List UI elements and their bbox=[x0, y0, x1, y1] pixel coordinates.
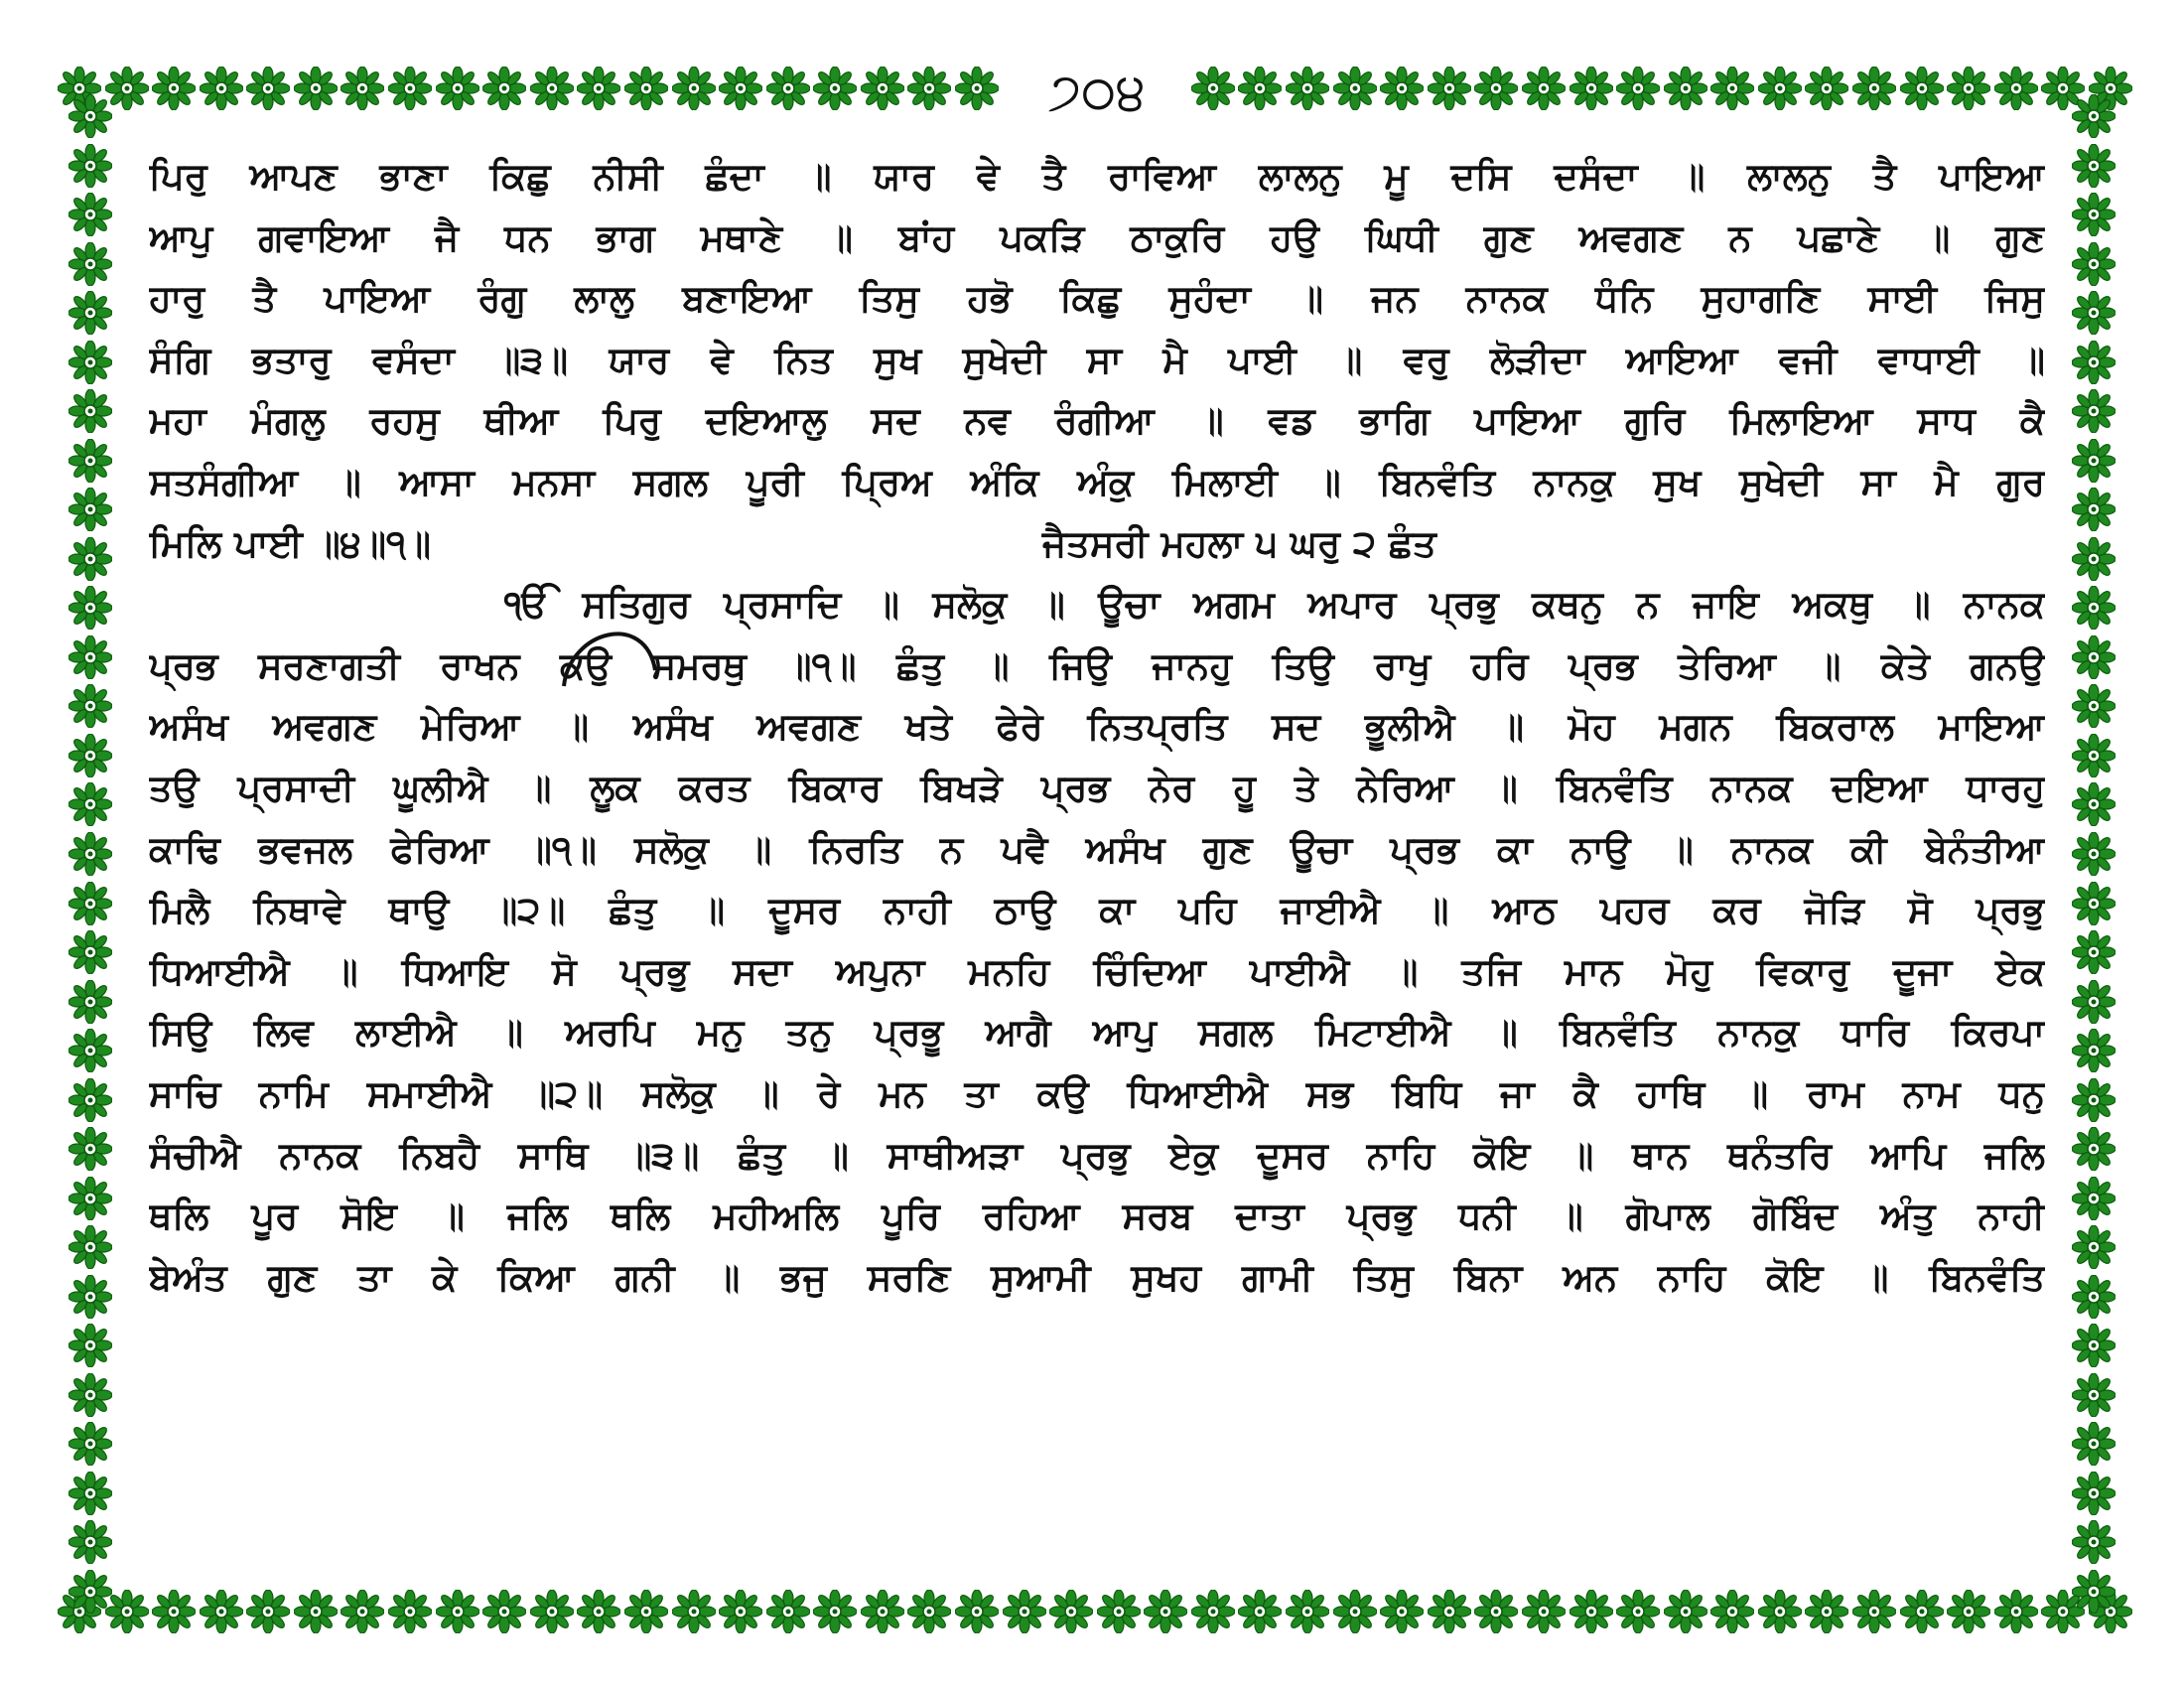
flower-ornament-icon bbox=[341, 1590, 384, 1633]
flower-ornament-icon bbox=[813, 67, 857, 110]
flower-ornament-icon bbox=[68, 341, 112, 384]
flower-ornament-icon bbox=[68, 193, 112, 236]
text-line: ਹਾਰੁ ਤੈ ਪਾਇਆ ਰੰਗੁ ਲਾਲੁ ਬਣਾਇਆ ਤਿਸੁ ਹਭੋ ਕਿਛੁ ਸੁਹੰਦਾ ॥ ਜਨ ਨਾਨਕ ਧੰਨਿ ਸੁਹਾਗਣਿ ਸਾਈ ਜਿਸੁ bbox=[149, 277, 2045, 321]
flower-ornament-icon bbox=[68, 1127, 112, 1171]
flower-ornament-icon bbox=[68, 389, 112, 433]
text-line: ਅਸੰਖ ਅਵਗਣ ਮੇਰਿਆ ॥ ਅਸੰਖ ਅਵਗਣ ਖਤੇ ਫੇਰੇ ਨਿਤਪ੍ਰਤਿ ਸਦ ਭੂਲੀਐ ॥ ਮੋਹ ਮਗਨ ਬਿਕਰਾਲ ਮਾਇਆ bbox=[149, 705, 2045, 749]
page-number: ੭੦੪ bbox=[1023, 58, 1171, 127]
flower-ornament-icon bbox=[1616, 67, 1660, 110]
flower-ornament-icon bbox=[2072, 341, 2116, 384]
flower-ornament-icon bbox=[2072, 1029, 2116, 1072]
flower-ornament-icon bbox=[861, 1590, 904, 1633]
flower-ornament-icon bbox=[1900, 1590, 1944, 1633]
flower-ornament-icon bbox=[1238, 67, 1282, 110]
border-right bbox=[2069, 94, 2118, 1614]
flower-ornament-icon bbox=[482, 1590, 526, 1633]
text-line: ਪਿਰੁ ਆਪਣ ਭਾਣਾ ਕਿਛੁ ਨੀਸੀ ਛੰਦਾ ॥ ਯਾਰ ਵੇ ਤੈ ਰਾਵਿਆ ਲਾਲਨੁ ਮੂ ਦਸਿ ਦਸੰਦਾ ॥ ਲਾਲਨੁ ਤੈ ਪਾਇਆ bbox=[149, 155, 2045, 198]
flower-ornament-icon bbox=[1474, 67, 1518, 110]
flower-ornament-icon bbox=[436, 67, 479, 110]
flower-ornament-icon bbox=[719, 67, 762, 110]
text-line: ਤਉ ਪ੍ਰਸਾਦੀ ਘੂਲੀਐ ॥ ਲੂਕ ਕਰਤ ਬਿਕਾਰ ਬਿਖੜੇ ਪ੍ਰਭ ਨੇਰ ਹੂ ਤੇ ਨੇਰਿਆ ॥ ਬਿਨਵੰਤਿ ਨਾਨਕ ਦਇਆ ਧਾਰਹੁ bbox=[149, 766, 2045, 809]
flower-ornament-icon bbox=[2072, 144, 2116, 188]
flower-ornament-icon bbox=[2072, 1177, 2116, 1220]
flower-ornament-icon bbox=[1003, 1590, 1046, 1633]
flower-ornament-icon bbox=[2072, 488, 2116, 531]
flower-ornament-icon bbox=[2072, 1225, 2116, 1269]
flower-ornament-icon bbox=[68, 782, 112, 826]
flower-ornament-icon bbox=[2072, 930, 2116, 974]
flower-ornament-icon bbox=[2072, 94, 2116, 138]
flower-ornament-icon bbox=[1758, 67, 1802, 110]
flower-ornament-icon bbox=[246, 67, 290, 110]
flower-ornament-icon bbox=[1900, 67, 1944, 110]
flower-ornament-icon bbox=[2072, 291, 2116, 335]
flower-ornament-icon bbox=[624, 67, 668, 110]
flower-ornament-icon bbox=[68, 537, 112, 581]
flower-ornament-icon bbox=[2072, 782, 2116, 826]
flower-ornament-icon bbox=[1947, 67, 1990, 110]
flower-ornament-icon bbox=[2072, 1275, 2116, 1319]
flower-ornament-icon bbox=[2072, 1373, 2116, 1417]
flower-ornament-icon bbox=[2072, 1520, 2116, 1564]
flower-ornament-icon bbox=[1710, 1590, 1754, 1633]
text-line: ਬੇਅੰਤ ਗੁਣ ਤਾ ਕੇ ਕਿਆ ਗਨੀ ॥ ਭਜੁ ਸਰਣਿ ਸੁਆਮੀ ਸੁਖਹ ਗਾਮੀ ਤਿਸੁ ਬਿਨਾ ਅਨ ਨਾਹਿ ਕੋਇ ॥ ਬਿਨਵੰਤਿ bbox=[149, 1255, 2045, 1299]
flower-ornament-icon bbox=[1664, 1590, 1707, 1633]
flower-ornament-icon bbox=[2072, 439, 2116, 483]
flower-ornament-icon bbox=[68, 1324, 112, 1367]
flower-ornament-icon bbox=[68, 488, 112, 531]
flower-ornament-icon bbox=[861, 67, 904, 110]
flower-ornament-icon bbox=[68, 882, 112, 925]
flower-ornament-icon bbox=[2072, 635, 2116, 679]
flower-ornament-icon bbox=[907, 67, 951, 110]
flower-ornament-icon bbox=[1994, 67, 2038, 110]
flower-ornament-icon bbox=[482, 67, 526, 110]
flower-ornament-icon bbox=[1852, 1590, 1896, 1633]
flower-ornament-icon bbox=[152, 1590, 196, 1633]
flower-ornament-icon bbox=[719, 1590, 762, 1633]
flower-ornament-icon bbox=[2072, 1422, 2116, 1466]
mool-mantar-line: ੴ ਸਤਿਗੁਰ ਪ੍ਰਸਾਦਿ ॥ ਸਲੋਕੁ ॥ ਊਚਾ ਅਗਮ ਅਪਾਰ ਪ੍ਰਭੁ ਕਥਨੁ ਨ ਜਾਇ ਅਕਥੁ ॥ ਨਾਨਕ bbox=[504, 583, 2045, 627]
flower-ornament-icon bbox=[68, 291, 112, 335]
flower-ornament-icon bbox=[2072, 1324, 2116, 1367]
flower-ornament-icon bbox=[68, 1029, 112, 1072]
flower-ornament-icon bbox=[1994, 1590, 2038, 1633]
flower-ornament-icon bbox=[1380, 67, 1424, 110]
flower-ornament-icon bbox=[68, 439, 112, 483]
flower-ornament-icon bbox=[2072, 1472, 2116, 1515]
flower-ornament-icon bbox=[68, 635, 112, 679]
text-line bbox=[149, 516, 2045, 572]
flower-ornament-icon bbox=[1570, 1590, 1613, 1633]
flower-ornament-icon bbox=[1710, 67, 1754, 110]
flower-ornament-icon bbox=[1333, 1590, 1377, 1633]
flower-ornament-icon bbox=[2072, 734, 2116, 777]
flower-ornament-icon bbox=[388, 67, 432, 110]
flower-ornament-icon bbox=[1286, 67, 1329, 110]
text-line: ਸਤਸੰਗੀਆ ॥ ਆਸਾ ਮਨਸਾ ਸਗਲ ਪੂਰੀ ਪ੍ਰਿਅ ਅੰਕਿ ਅੰਕੁ ਮਿਲਾਈ ॥ ਬਿਨਵੰਤਿ ਨਾਨਕੁ ਸੁਖ ਸੁਖੇਦੀ ਸਾ ਮੈ ਗੁਰ bbox=[149, 460, 2045, 503]
flower-ornament-icon bbox=[294, 67, 338, 110]
flower-ornament-icon bbox=[68, 1472, 112, 1515]
flower-ornament-icon bbox=[2072, 242, 2116, 286]
flower-ornament-icon bbox=[624, 1590, 668, 1633]
border-left bbox=[66, 94, 115, 1614]
flower-ornament-icon bbox=[1758, 1590, 1802, 1633]
text-line: ਸਾਚਿ ਨਾਮਿ ਸਮਾਈਐ ॥੨॥ ਸਲੋਕੁ ॥ ਰੇ ਮਨ ਤਾ ਕਉ ਧਿਆਈਐ ਸਭ ਬਿਧਿ ਜਾ ਕੈ ਹਾਥਿ ॥ ਰਾਮ ਨਾਮ ਧਨੁ bbox=[149, 1071, 2045, 1115]
text-line: ਮਿਲੈ ਨਿਥਾਵੇ ਥਾਉ ॥੨॥ ਛੰਤੁ ॥ ਦੂਸਰ ਨਾਹੀ ਠਾਉ ਕਾ ਪਹਿ ਜਾਈਐ ॥ ਆਠ ਪਹਰ ਕਰ ਜੋੜਿ ਸੋ ਪ੍ਰਭੁ bbox=[149, 889, 2045, 932]
flower-ornament-icon bbox=[68, 1078, 112, 1122]
flower-ornament-icon bbox=[68, 1520, 112, 1564]
flower-ornament-icon bbox=[2072, 586, 2116, 630]
flower-ornament-icon bbox=[2072, 1078, 2116, 1122]
verse-end: ਮਿਲਿ ਪਾਈ ॥੪॥੧॥ bbox=[149, 521, 431, 565]
flower-ornament-icon bbox=[672, 1590, 716, 1633]
flower-ornament-icon bbox=[530, 67, 574, 110]
flower-ornament-icon bbox=[2072, 389, 2116, 433]
flower-ornament-icon bbox=[68, 1177, 112, 1220]
text-line: ਪ੍ਰਭ ਸਰਣਾਗਤੀ ਰਾਖਨ ਕਉ ਸਮਰਥੁ ॥੧॥ ਛੰਤੁ ॥ ਜਿਉ ਜਾਨਹੁ ਤਿਉ ਰਾਖੁ ਹਰਿ ਪ੍ਰਭ ਤੇਰਿਆ ॥ ਕੇਤੇ ਗਨਉ bbox=[149, 643, 2045, 687]
flower-ornament-icon bbox=[1664, 67, 1707, 110]
flower-ornament-icon bbox=[1144, 1590, 1187, 1633]
flower-ornament-icon bbox=[68, 734, 112, 777]
text-line: ਆਪੁ ਗਵਾਇਆ ਜੈ ਧਨ ਭਾਗ ਮਥਾਣੇ ॥ ਬਾਂਹ ਪਕੜਿ ਠਾਕੁਰਿ ਹਉ ਘਿਧੀ ਗੁਣ ਅਵਗਣ ਨ ਪਛਾਣੇ ॥ ਗੁਣ bbox=[149, 215, 2045, 259]
flower-ornament-icon bbox=[68, 930, 112, 974]
flower-ornament-icon bbox=[436, 1590, 479, 1633]
flower-ornament-icon bbox=[68, 1373, 112, 1417]
flower-ornament-icon bbox=[341, 67, 384, 110]
flower-ornament-icon bbox=[68, 586, 112, 630]
flower-ornament-icon bbox=[68, 1422, 112, 1466]
flower-ornament-icon bbox=[68, 1275, 112, 1319]
flower-ornament-icon bbox=[1380, 1590, 1424, 1633]
flower-ornament-icon bbox=[152, 67, 196, 110]
flower-ornament-icon bbox=[200, 1590, 243, 1633]
flower-ornament-icon bbox=[2072, 832, 2116, 876]
flower-ornament-icon bbox=[1428, 1590, 1471, 1633]
flower-ornament-icon bbox=[1522, 1590, 1566, 1633]
flower-ornament-icon bbox=[1428, 67, 1471, 110]
flower-ornament-icon bbox=[2072, 684, 2116, 728]
flower-ornament-icon bbox=[577, 67, 620, 110]
flower-ornament-icon bbox=[200, 67, 243, 110]
text-line: ਸੰਗਿ ਭਤਾਰੁ ਵਸੰਦਾ ॥੩॥ ਯਾਰ ਵੇ ਨਿਤ ਸੁਖ ਸੁਖੇਦੀ ਸਾ ਮੈ ਪਾਈ ॥ ਵਰੁ ਲੋੜੀਦਾ ਆਇਆ ਵਜੀ ਵਾਧਾਈ ॥ bbox=[149, 338, 2045, 381]
text-line: ਸਿਉ ਲਿਵ ਲਾਈਐ ॥ ਅਰਪਿ ਮਨੁ ਤਨੁ ਪ੍ਰਭੂ ਆਗੈ ਆਪੁ ਸਗਲ ਮਿਟਾਈਐ ॥ ਬਿਨਵੰਤਿ ਨਾਨਕੁ ਧਾਰਿ ਕਿਰਪਾ bbox=[149, 1011, 2045, 1055]
flower-ornament-icon bbox=[530, 1590, 574, 1633]
flower-ornament-icon bbox=[2072, 980, 2116, 1024]
flower-ornament-icon bbox=[2072, 537, 2116, 581]
flower-ornament-icon bbox=[68, 684, 112, 728]
flower-ornament-icon bbox=[1570, 67, 1613, 110]
flower-ornament-icon bbox=[388, 1590, 432, 1633]
flower-ornament-icon bbox=[1049, 1590, 1093, 1633]
text-line: ਕਾਢਿ ਭਵਜਲ ਫੇਰਿਆ ॥੧॥ ਸਲੋਕੁ ॥ ਨਿਰਤਿ ਨ ਪਵੈ ਅਸੰਖ ਗੁਣ ਊਚਾ ਪ੍ਰਭ ਕਾ ਨਾਉ ॥ ਨਾਨਕ ਕੀ ਬੇਨੰਤੀਆ bbox=[149, 827, 2045, 871]
flower-ornament-icon bbox=[1333, 67, 1377, 110]
flower-ornament-icon bbox=[1238, 1590, 1282, 1633]
flower-ornament-icon bbox=[68, 980, 112, 1024]
flower-ornament-icon bbox=[1097, 1590, 1141, 1633]
flower-ornament-icon bbox=[68, 832, 112, 876]
flower-ornament-icon bbox=[1616, 1590, 1660, 1633]
scripture-text bbox=[149, 149, 2045, 1311]
flower-ornament-icon bbox=[1852, 67, 1896, 110]
flower-ornament-icon bbox=[813, 1590, 857, 1633]
flower-ornament-icon bbox=[766, 67, 810, 110]
text-line: ਮਹਾ ਮੰਗਲੁ ਰਹਸੁ ਥੀਆ ਪਿਰੁ ਦਇਆਲੁ ਸਦ ਨਵ ਰੰਗੀਆ ॥ ਵਡ ਭਾਗਿ ਪਾਇਆ ਗੁਰਿ ਮਿਲਾਇਆ ਸਾਧ ਕੈ bbox=[149, 399, 2045, 443]
flower-ornament-icon bbox=[955, 67, 999, 110]
flower-ornament-icon bbox=[2072, 193, 2116, 236]
flower-ornament-icon bbox=[766, 1590, 810, 1633]
flower-ornament-icon bbox=[68, 144, 112, 188]
flower-ornament-icon bbox=[68, 1570, 112, 1614]
flower-ornament-icon bbox=[1191, 67, 1235, 110]
flower-ornament-icon bbox=[68, 242, 112, 286]
flower-ornament-icon bbox=[955, 1590, 999, 1633]
border-bottom bbox=[58, 1587, 2132, 1636]
flower-ornament-icon bbox=[68, 1225, 112, 1269]
section-heading: ਜੈਤਸਰੀ ਮਹਲਾ ੫ ਘਰੁ ੨ ਛੰਤ bbox=[1042, 521, 1436, 565]
text-line: ਧਿਆਈਐ ॥ ਧਿਆਇ ਸੋ ਪ੍ਰਭੁ ਸਦਾ ਅਪੁਨਾ ਮਨਹਿ ਚਿੰਦਿਆ ਪਾਈਐ ॥ ਤਜਿ ਮਾਨ ਮੋਹੁ ਵਿਕਾਰੁ ਦੂਜਾ ਏਕ bbox=[149, 949, 2045, 993]
flower-ornament-icon bbox=[1522, 67, 1566, 110]
flower-ornament-icon bbox=[1805, 67, 1848, 110]
flower-ornament-icon bbox=[246, 1590, 290, 1633]
flower-ornament-icon bbox=[1474, 1590, 1518, 1633]
flower-ornament-icon bbox=[1191, 1590, 1235, 1633]
flower-ornament-icon bbox=[1947, 1590, 1990, 1633]
flower-ornament-icon bbox=[1286, 1590, 1329, 1633]
flower-ornament-icon bbox=[1805, 1590, 1848, 1633]
text-line: ਸੰਚੀਐ ਨਾਨਕ ਨਿਬਹੈ ਸਾਥਿ ॥੩॥ ਛੰਤੁ ॥ ਸਾਥੀਅੜਾ ਪ੍ਰਭੁ ਏਕੁ ਦੂਸਰ ਨਾਹਿ ਕੋਇ ॥ ਥਾਨ ਥਨੰਤਰਿ ਆਪਿ ਜਲਿ bbox=[149, 1133, 2045, 1177]
text-line: ਥਲਿ ਪੂਰ ਸੋਇ ॥ ਜਲਿ ਥਲਿ ਮਹੀਅਲਿ ਪੂਰਿ ਰਹਿਆ ਸਰਬ ਦਾਤਾ ਪ੍ਰਭੁ ਧਨੀ ॥ ਗੋਪਾਲ ਗੋਬਿੰਦ ਅੰਤੁ ਨਾਹੀ bbox=[149, 1195, 2045, 1238]
flower-ornament-icon bbox=[907, 1590, 951, 1633]
flower-ornament-icon bbox=[672, 67, 716, 110]
flower-ornament-icon bbox=[577, 1590, 620, 1633]
flower-ornament-icon bbox=[68, 94, 112, 138]
flower-ornament-icon bbox=[294, 1590, 338, 1633]
flower-ornament-icon bbox=[2072, 1127, 2116, 1171]
flower-ornament-icon bbox=[2072, 882, 2116, 925]
flower-ornament-icon bbox=[2072, 1570, 2116, 1614]
